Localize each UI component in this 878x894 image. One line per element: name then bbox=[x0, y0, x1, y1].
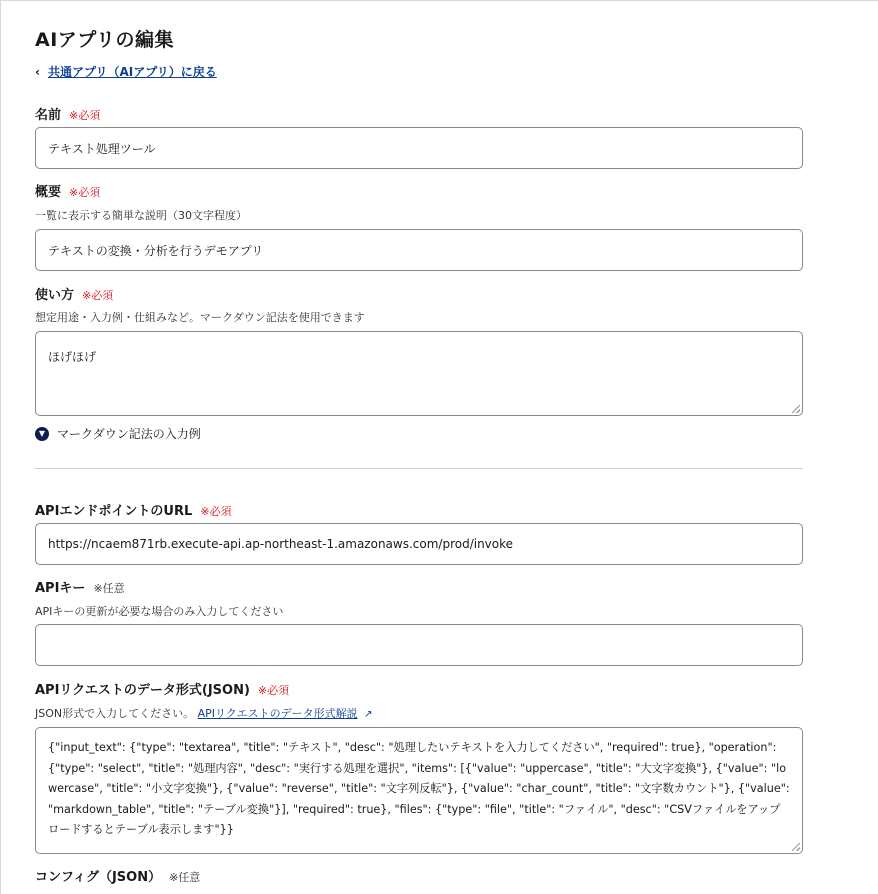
endpoint-label bbox=[35, 500, 232, 519]
request-format-doc-link[interactable]: APIリクエストのデータ形式解説 bbox=[197, 707, 358, 720]
summary-help: 一覧に表示する簡単な説明（30文字程度） bbox=[35, 209, 247, 222]
apikey-label bbox=[35, 577, 125, 596]
optional-badge: ※任意 bbox=[93, 582, 125, 595]
name-label bbox=[35, 104, 100, 123]
required-badge: ※必須 bbox=[69, 109, 101, 122]
required-badge: ※必須 bbox=[257, 684, 290, 697]
usage-help: 想定用途・入力例・仕組みなど。マークダウン記法を使用できます bbox=[35, 311, 365, 324]
chevron-down-circle-icon: ▼ bbox=[35, 427, 49, 441]
back-link[interactable]: 共通アプリ（AIアプリ）に戻る bbox=[47, 65, 217, 79]
usage-label-text: 使い方 bbox=[35, 288, 75, 303]
page-title: AIアプリの編集 bbox=[35, 29, 175, 51]
section-divider bbox=[35, 468, 803, 469]
resize-handle-icon[interactable] bbox=[792, 843, 800, 851]
request-format-label bbox=[35, 679, 289, 698]
usage-textarea[interactable] bbox=[35, 331, 803, 416]
endpoint-label-text: APIエンドポイントのURL bbox=[35, 504, 193, 519]
markdown-example-label: マークダウン記法の入力例 bbox=[57, 427, 201, 441]
summary-input-value: テキストの変換・分析を行うデモアプリ bbox=[48, 243, 264, 258]
request-format-help-text: JSON形式で入力してください。 bbox=[35, 707, 195, 720]
name-label-text: 名前 bbox=[35, 108, 62, 123]
external-link-icon: ↗ bbox=[364, 709, 373, 720]
endpoint-input[interactable] bbox=[35, 523, 803, 565]
request-format-label-text: APIリクエストのデータ形式(JSON) bbox=[35, 683, 250, 698]
markdown-example-toggle[interactable] bbox=[35, 425, 201, 442]
request-format-textarea[interactable] bbox=[35, 727, 803, 854]
summary-label-text: 概要 bbox=[35, 185, 62, 200]
back-link-row bbox=[35, 63, 217, 80]
config-label-text: コンフィグ（JSON） bbox=[35, 870, 162, 885]
apikey-label-text: APIキー bbox=[35, 581, 86, 596]
config-label bbox=[35, 866, 200, 885]
endpoint-input-value: https://ncaem871rb.execute-api.ap-northeast-1.amazonaws.com/prod/invoke bbox=[48, 537, 514, 551]
apikey-help: APIキーの更新が必要な場合のみ入力してください bbox=[35, 605, 284, 618]
request-format-textarea-value: {"input_text": {"type": "textarea", "title": "テキスト", "desc": "処理したいテキストを入力してください", "required": true}, "operation": {"type": "select", "title": "処理内容", "desc": "実行する処理を選択", "items": [{"value": "uppercase", "title": "大文字変換"}, {"value": "lowercase", "title": "小文字変換"}, {"value": "reverse", "title": "文字列反転"}, {"value": "char_count", "title": "文字数カウント"}, {"value": "markdown_table", "title": "テーブル変換"}], "required": true}, "files": {"type": "file", "title": "ファイル", "desc": "CSVファイルをアップロードするとテーブル表示します"}} bbox=[48, 741, 790, 836]
optional-badge: ※任意 bbox=[169, 871, 201, 884]
required-badge: ※必須 bbox=[69, 186, 101, 199]
summary-label bbox=[35, 181, 100, 200]
chevron-left-icon: ‹ bbox=[35, 64, 40, 79]
name-input-value: テキスト処理ツール bbox=[48, 141, 156, 156]
apikey-input[interactable] bbox=[35, 624, 803, 666]
name-input[interactable] bbox=[35, 127, 803, 169]
usage-label bbox=[35, 284, 113, 303]
usage-textarea-value: ほげほげ bbox=[48, 350, 97, 364]
summary-input[interactable] bbox=[35, 229, 803, 271]
resize-handle-icon[interactable] bbox=[792, 405, 800, 413]
request-format-help bbox=[35, 705, 372, 721]
required-badge: ※必須 bbox=[82, 289, 114, 302]
required-badge: ※必須 bbox=[200, 505, 232, 518]
